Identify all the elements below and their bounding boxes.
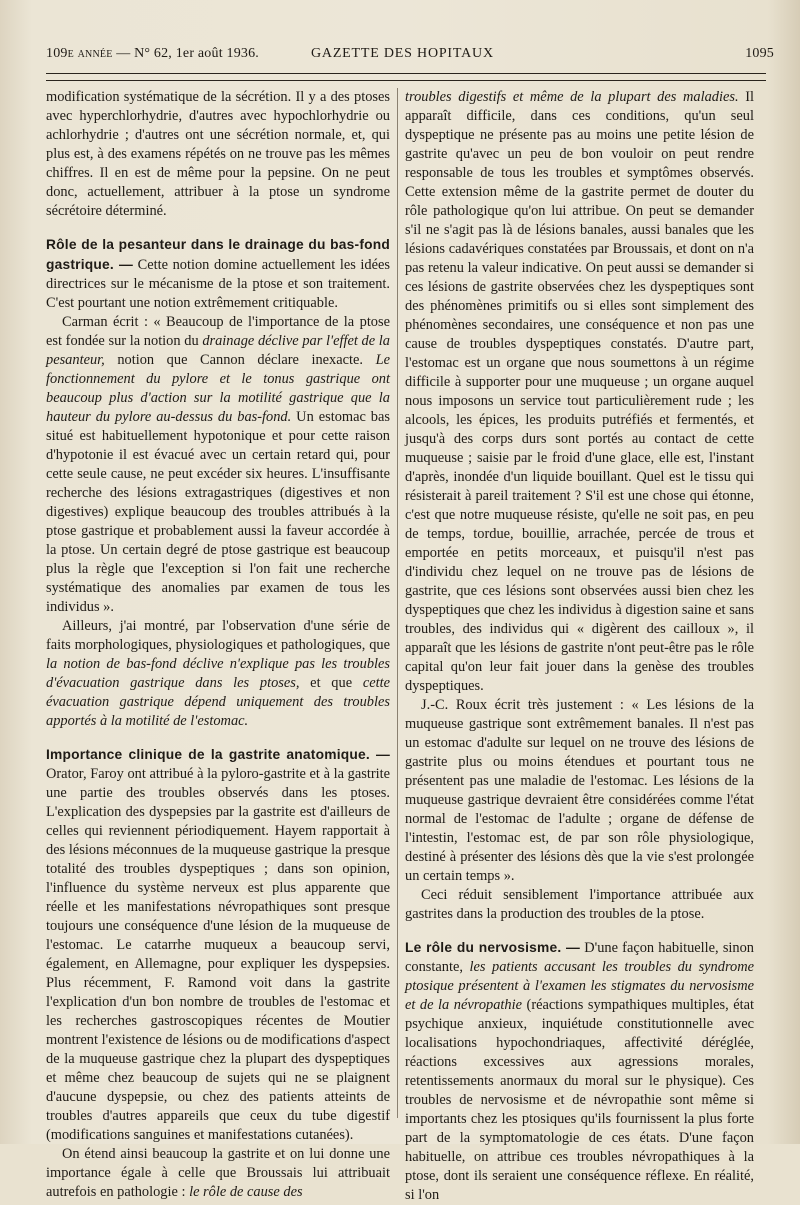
paragraph — [46, 1145, 390, 1202]
paragraph — [46, 313, 390, 617]
page-number: 1095 — [745, 46, 774, 61]
journal-title: GAZETTE DES HOPITAUX — [311, 46, 494, 61]
text-run: Ailleurs, j'ai montré, par l'observation d'une série de faits morphologiques, physiologiques et pathologiques, que — [46, 618, 390, 653]
section-heading: Importance clinique de la gastrite anatomique. — — [46, 747, 390, 762]
paragraph — [46, 617, 390, 731]
issue-date: — N° 62, 1er août 1936. — [116, 46, 259, 61]
italic-run: troubles digestifs et même de la plupart des maladies. — [405, 89, 739, 105]
column-separator — [397, 88, 398, 1118]
running-header — [46, 46, 778, 68]
volume-suffix: e année — [67, 46, 113, 61]
text-run: Il apparaît difficile, dans ces conditions, qu'un seul dyspeptique ne présente pas au moins une petite lésion de gastrite qu'avec un peu de bon vouloir on peut rendre responsable de tous les troubles et symptômes observés. Cette extension même de la gastrite permet de douter du rôle pathologique qu'on lui attribue. On peut se demander s'il ne s'agit pas là de lésions banales, aussi banales que les lésions cadavériques constatées par Broussais, et dont on n'a pas retenu la valeur indicative. On peut aussi se demander si ces lésions de gastrite observées chez les dyspeptiques sont des phénomènes primitifs ou si elles sont simplement des phénomènes secondaires, une conséquence et non pas une cause de troubles dyspeptiques constatés. D'autre part, l'estomac est un organe que nous soumettons à un régime difficile à supporter pour une muqueuse ; un organe auquel nous imposons un service tout particulièrement rude ; les alcools, les épices, les produits putréfiés et fermentés, et jusqu'à des corps durs sont portés au contact de cette muqueuse ; saisie par le froid d'une glace, elle est, l'instant d'après, inondée d'un liquide bouillant. Quel est le tissu qui résisterait à pareil traitement ? S'il est une chose qui étonne, c'est que notre muqueuse résiste, qu'elle ne soit pas, en peu de temps, tordue, bouillie, arrachée, percée de trous et emportée en petits morceaux, et puisqu'il n'est pas d'individu chez lequel on ne trouve pas de lésions de gastrite, que ces lésions sont observées aussi bien chez les dyspeptiques que chez les individus à digestion saine et sans troubles, des individus qui « digèrent des cailloux », il apparaît que les lésions de gastrite n'ont peut-être pas le rôle capital qu'on leur fait jouer dans la genèse des troubles dyspeptiques. — [405, 89, 755, 694]
section-text: Cette notion domine actuellement les idées directrices sur le mécanisme de la ptose et son traitement. C'est pourtant une notion extrêmement critiquable. — [46, 257, 391, 311]
italic-run: les patients accusant les troubles du syndrome ptosique présentent à l'examen les stigmates du nervosisme et de la névropathie — [405, 959, 754, 1013]
right-column — [405, 88, 754, 1205]
text-run: Un estomac bas situé est habituellement hypotonique et pour cette raison d'hypotonie il est évacué avec un certain retard qui, pour cette seule cause, ne peut excéder six heures. L'insuffisante recherche des lésions extragastriques (digestives et non digestives) explique beaucoup des troubles attribués à la ptose gastrique et probablement aussi la faveur accordée à la ptose. Un certain degré de ptose gastrique est beaucoup plus la règle que l'exception si l'on fait une recherche systématique des anomalies par examen de tous les individus ». — [46, 409, 390, 615]
text-run: Carman écrit : « Beaucoup de l'importance de la ptose est fondée sur la notion du — [46, 314, 390, 349]
text-run: et que — [299, 675, 363, 691]
section-heading: Rôle de la pesanteur dans le drainage du bas-fond gastrique. — — [46, 237, 390, 272]
paragraph: J.-C. Roux écrit très justement : « Les lésions de la muqueuse gastrique sont extrêmement banales. Il n'est pas un estomac d'adulte sur lequel on ne trouve des lésions de gastrite plus ou moins étendues et pourtant tous ne présentent pas une maladie de l'estomac. Les lésions de la muqueuse gastrique devraient être considérées comme l'état normal de l'estomac de l'adulte ; organe de défense de l'intestin, l'estomac est, de par son rôle physiologique, destiné à présenter des lésions dès que la vie s'est prolongée un certain temps ». — [405, 697, 754, 884]
header-double-rule — [46, 73, 766, 81]
paragraph — [405, 88, 754, 696]
italic-run: la notion de bas-fond déclive n'explique pas les troubles d'évacuation gastrique dans les ptoses, — [46, 656, 390, 691]
volume-number: 109 — [46, 46, 68, 61]
section-heading: Le rôle du nervosisme. — — [405, 940, 581, 955]
text-run: D'une façon habituelle, sinon constante, — [405, 940, 755, 975]
paragraph: modification systématique de la sécrétion. Il y a des ptoses avec hyperchlorhydrie, d'autres avec hypochlorhydrie ou achlorhydrie ; d'autres ont une sécrétion normale, et, qui plus est, à des examens répétés on ne trouve pas les mêmes chiffres. Il en est de même pour la pepsine. On ne peut donc, actuellement, attribuer à la ptose un syndrome sécrétoire déterminé. — [46, 89, 390, 219]
italic-run: drainage déclive par l'effet de la pesanteur, — [46, 333, 390, 368]
italic-run: Le fonctionnement du pylore et le tonus gastrique ont beaucoup plus d'action sur la motilité gastrique que la hauteur du pylore au-dessus du bas-fond. — [46, 352, 390, 425]
text-run: notion que Cannon déclare inexacte. — [104, 352, 376, 368]
left-column — [46, 88, 390, 1202]
italic-run: cette évacuation gastrique dépend uniquement des troubles apportés à la motilité de l'estomac. — [46, 675, 390, 729]
text-run: (réactions sympathiques multiples, état psychique anxieux, inquiétude constitutionnelle avec localisations hypochondriaques, affectivité déréglée, réactions excessives aux agressions morales, retentissements anormaux du moral sur le physique). Ces troubles de nervosisme et de névropathie sont même si importants chez les ptosiques qu'ils fournissent la plus forte part de la symptomatologie de ces états. D'une façon habituelle, on attribue ces troubles névropathiques à la ptose, dont ils seraient une conséquence réflexe. En réalité, si l'on — [405, 997, 755, 1203]
issue-info — [46, 46, 259, 62]
paragraph: Ceci réduit sensiblement l'importance attribuée aux gastrites dans la production des troubles de la ptose. — [405, 887, 754, 922]
text-run: On étend ainsi beaucoup la gastrite et on lui donne une importance égale à celle que Broussais lui attribuait autrefois en pathologie : — [46, 1146, 390, 1200]
italic-run: le rôle de cause des — [189, 1184, 303, 1200]
section-text: Orator, Faroy ont attribué à la pyloro-gastrite et à la gastrite une partie des troubles observés dans les ptoses. L'explication des dyspepsies par la gastrite est d'ailleurs de celles qui reviennent périodiquement. Hayem rapportait à des lésions méconnues de la muqueuse gastrique la presque totalité des troubles dyspeptiques ; dans son opinion, l'influence du système nerveux est plus apparente que réelle et les manifestations névropathiques sont presque toujours une conséquence d'une lésion de la muqueuse de l'estomac. Le catarrhe muqueux a beaucoup servi, également, en Allemagne, pour expliquer les dyspepsies. Plus récemment, F. Ramond voit dans la gastrite l'explication d'un bon nombre de troubles de l'estomac et les recherches gastroscopiques récentes de Moutier montrent l'existence de lésions ou de modifications d'aspect de la muqueuse gastrique chez la plupart des dyspeptiques et même chez beaucoup de sujets qui ne se plaignent d'aucune dyspepsie, ou chez des patients atteints de troubles d'autres appareils que ceux du tube digestif (modifications sanguines et manifestations cutanées). — [46, 766, 390, 1143]
